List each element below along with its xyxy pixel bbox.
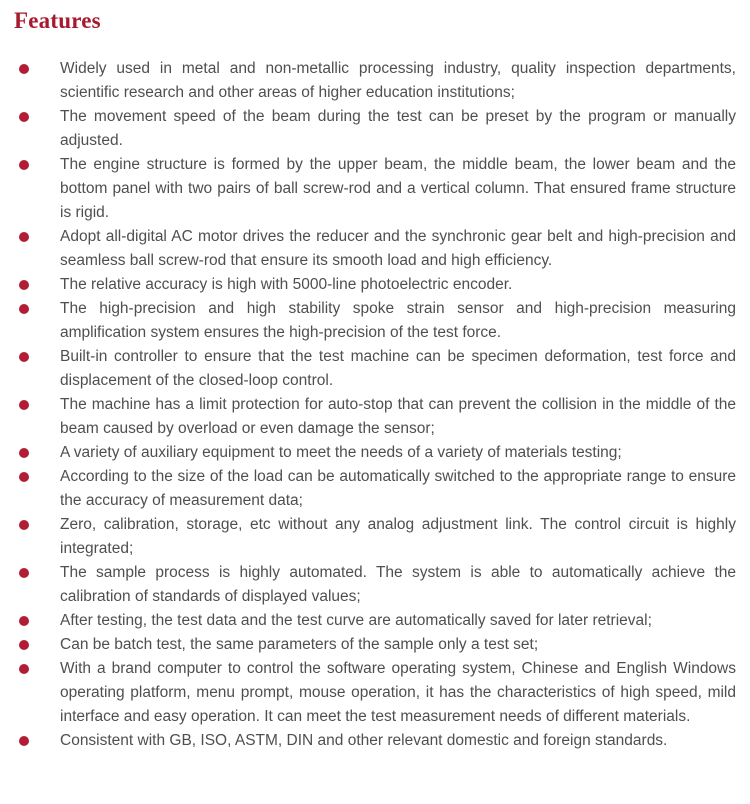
bullet-icon (19, 232, 29, 242)
feature-text: After testing, the test data and the test curve are automatically saved for later retrieval; (60, 612, 652, 629)
list-item (14, 609, 736, 633)
bullet-icon (19, 160, 29, 170)
feature-text: Can be batch test, the same parameters of the sample only a test set; (60, 636, 539, 653)
feature-text: The movement speed of the beam during the test can be preset by the program or manually adjusted. (60, 108, 736, 149)
bullet-icon (19, 664, 29, 674)
list-item (14, 57, 736, 105)
list-item (14, 153, 736, 225)
bullet-icon (19, 304, 29, 314)
feature-text: Adopt all-digital AC motor drives the reducer and the synchronic gear belt and high-precision and seamless ball screw-rod that ensure its smooth load and high efficiency. (60, 228, 736, 269)
feature-text: Widely used in metal and non-metallic processing industry, quality inspection departments, scientific research and other areas of higher education institutions; (60, 60, 736, 101)
list-item (14, 441, 736, 465)
bullet-icon (19, 616, 29, 626)
feature-text: Consistent with GB, ISO, ASTM, DIN and other relevant domestic and foreign standards. (60, 732, 668, 749)
list-item (14, 345, 736, 393)
feature-text: The relative accuracy is high with 5000-line photoelectric encoder. (60, 276, 513, 293)
feature-text: A variety of auxiliary equipment to meet the needs of a variety of materials testing; (60, 444, 622, 461)
bullet-icon (19, 448, 29, 458)
feature-text: The high-precision and high stability spoke strain sensor and high-precision measuring amplification system ensures the high-precision of the test force. (60, 300, 736, 341)
list-item (14, 105, 736, 153)
list-item (14, 393, 736, 441)
feature-text: The engine structure is formed by the upper beam, the middle beam, the lower beam and the bottom panel with two pairs of ball screw-rod and a vertical column. That ensured frame structure is rigid. (60, 156, 736, 221)
feature-text: Built-in controller to ensure that the test machine can be specimen deformation, test force and displacement of the closed-loop control. (60, 348, 736, 389)
feature-text: The sample process is highly automated. The system is able to automatically achieve the calibration of standards of displayed values; (60, 564, 736, 605)
list-item (14, 657, 736, 729)
list-item (14, 513, 736, 561)
bullet-icon (19, 112, 29, 122)
list-item (14, 633, 736, 657)
bullet-icon (19, 568, 29, 578)
feature-text: The machine has a limit protection for auto-stop that can prevent the collision in the middle of the beam caused by overload or even damage the sensor; (60, 396, 736, 437)
list-item (14, 225, 736, 273)
bullet-icon (19, 736, 29, 746)
features-list (14, 57, 736, 753)
bullet-icon (19, 520, 29, 530)
feature-text: According to the size of the load can be automatically switched to the appropriate range to ensure the accuracy of measurement data; (60, 468, 736, 509)
bullet-icon (19, 352, 29, 362)
feature-text: With a brand computer to control the software operating system, Chinese and English Windows operating platform, menu prompt, mouse operation, it has the characteristics of high speed, mild interface and easy operation. It can meet the test measurement needs of different materials. (60, 660, 736, 725)
list-item (14, 465, 736, 513)
list-item (14, 273, 736, 297)
bullet-icon (19, 472, 29, 482)
feature-text: Zero, calibration, storage, etc without any analog adjustment link. The control circuit is highly integrated; (60, 516, 736, 557)
bullet-icon (19, 400, 29, 410)
page-title: Features (14, 8, 101, 33)
bullet-icon (19, 64, 29, 74)
bullet-icon (19, 280, 29, 290)
list-item (14, 297, 736, 345)
list-item (14, 561, 736, 609)
list-item (14, 729, 736, 753)
bullet-icon (19, 640, 29, 650)
